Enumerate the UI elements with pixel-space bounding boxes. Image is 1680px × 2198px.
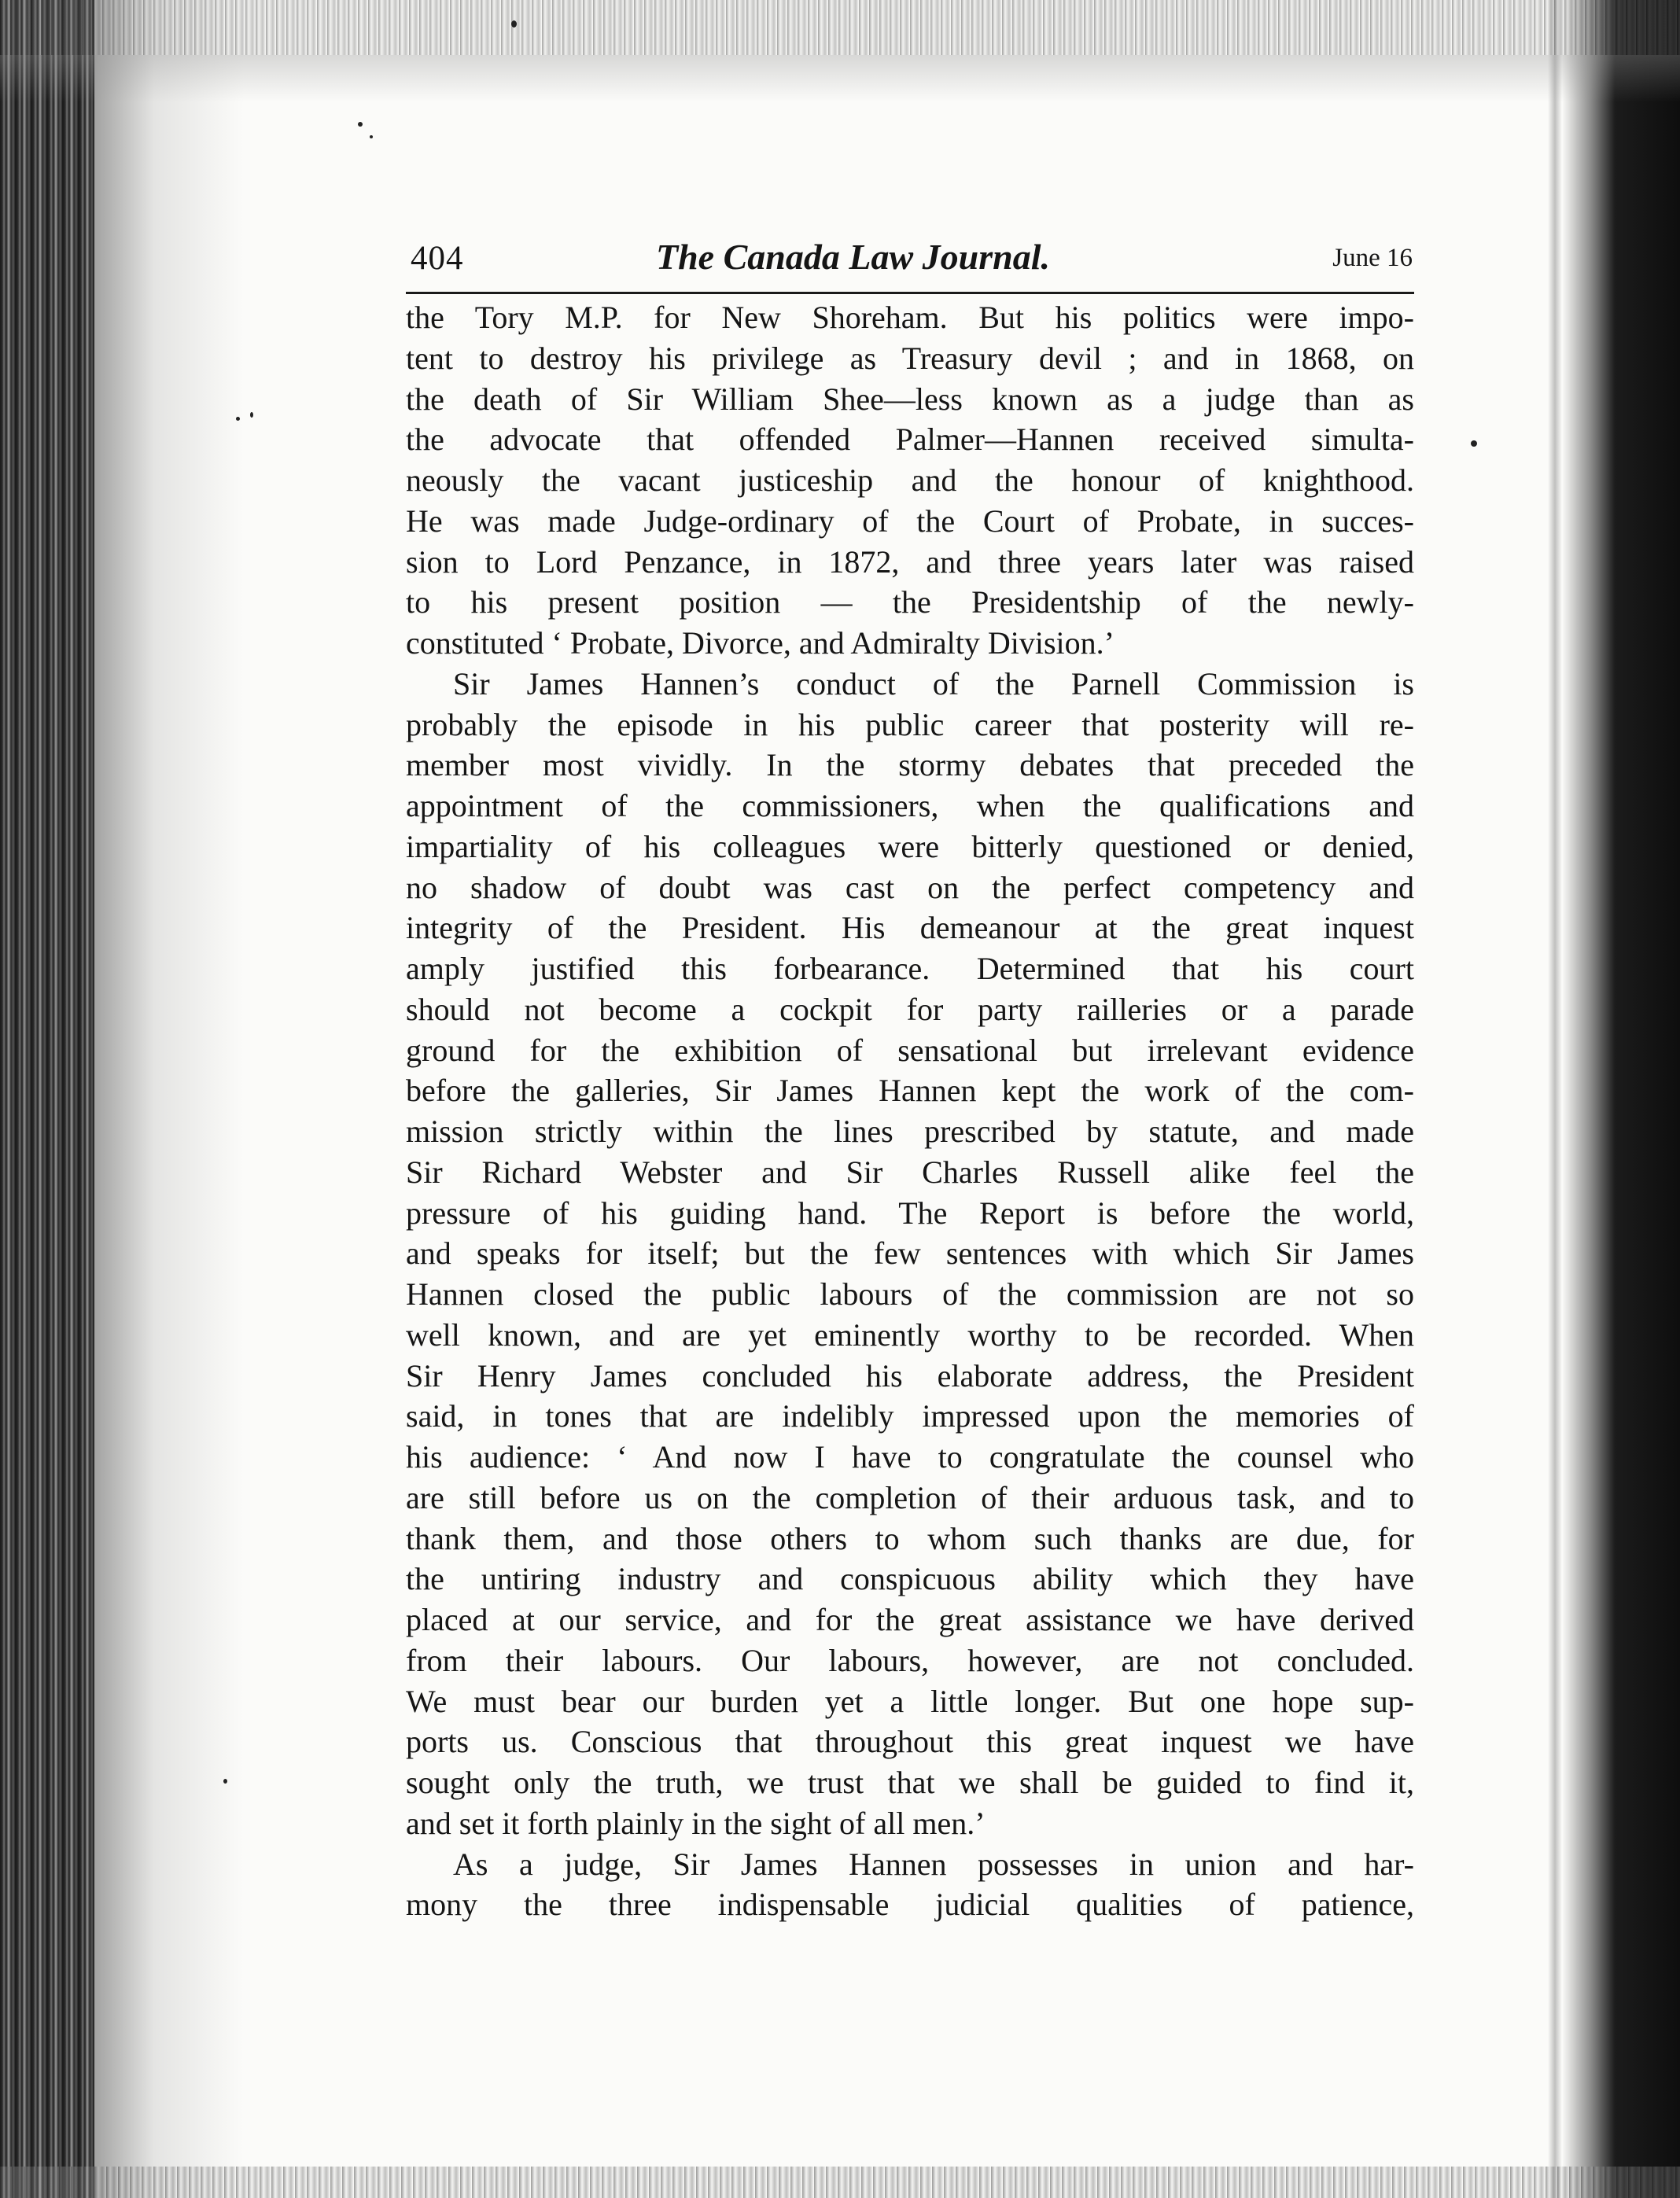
text-line: the untiring industry and conspicuous ability which they have bbox=[406, 1561, 1414, 1597]
text-line: ground for the exhibition of sensational but irrelevant evidence bbox=[406, 1032, 1414, 1068]
text-line: and set it forth plainly in the sight of all men.’ bbox=[406, 1805, 986, 1841]
text-line: He was made Judge-ordinary of the Court of Probate, in succes- bbox=[406, 503, 1414, 539]
text-line: member most vividly. In the stormy debates that preceded the bbox=[406, 747, 1414, 783]
text-line: well known, and are yet eminently worthy to be recorded. When bbox=[406, 1316, 1414, 1353]
page-number: 404 bbox=[411, 240, 464, 277]
ink-speck bbox=[358, 122, 363, 127]
text-line: before the galleries, Sir James Hannen kept the work of the com- bbox=[406, 1073, 1414, 1109]
ink-speck bbox=[370, 135, 373, 138]
text-line: no shadow of doubt was cast on the perfect competency and bbox=[406, 869, 1414, 905]
text-line: probably the episode in his public career that posterity will re- bbox=[406, 706, 1414, 742]
ink-speck bbox=[1471, 440, 1477, 447]
paragraph-start: Sir James Hannen’s conduct of the Parnell Commission is bbox=[453, 665, 1414, 701]
text-line: Sir Richard Webster and Sir Charles Russell alike feel the bbox=[406, 1154, 1414, 1190]
ink-speck bbox=[223, 1779, 227, 1784]
right-page-crease bbox=[1548, 0, 1562, 2198]
text-line: and speaks for itself; but the few sentences with which Sir James bbox=[406, 1235, 1414, 1272]
text-line: mission strictly within the lines prescribed by statute, and made bbox=[406, 1114, 1414, 1149]
text-line: We must bear our burden yet a little longer. But one hope sup- bbox=[406, 1683, 1414, 1719]
bottom-scan-edge bbox=[0, 2167, 1680, 2198]
paragraph-start: As a judge, Sir James Hannen possesses in union and har- bbox=[453, 1846, 1414, 1882]
text-line: the death of Sir William Shee—less known as a judge than as bbox=[406, 381, 1414, 417]
text-line: ports us. Conscious that throughout this great inquest we have bbox=[406, 1724, 1414, 1760]
text-line: to his present position — the Presidentship of the newly- bbox=[406, 584, 1414, 620]
text-line: his audience: ‘ And now I have to congratulate the counsel who bbox=[406, 1439, 1414, 1475]
text-line: the advocate that offended Palmer—Hannen received simulta- bbox=[406, 422, 1414, 458]
journal-title: The Canada Law Journal. bbox=[656, 237, 1050, 277]
left-binding-shadow bbox=[94, 0, 244, 2198]
running-head bbox=[407, 236, 1413, 291]
text-line: from their labours. Our labours, however, are not concluded. bbox=[406, 1642, 1414, 1678]
text-line: thank them, and those others to whom such thanks are due, for bbox=[406, 1520, 1414, 1556]
issue-date: June 16 bbox=[1332, 244, 1413, 272]
header-rule bbox=[406, 292, 1414, 294]
text-line: constituted ‘ Probate, Divorce, and Admiralty Division.’ bbox=[406, 625, 1114, 661]
text-line: Hannen closed the public labours of the commission are not so bbox=[406, 1276, 1414, 1312]
text-line: placed at our service, and for the great assistance we have derived bbox=[406, 1602, 1414, 1637]
text-line: neously the vacant justiceship and the honour of knighthood. bbox=[406, 462, 1414, 498]
text-line: amply justified this forbearance. Determined that his court bbox=[406, 951, 1414, 986]
text-line: pressure of his guiding hand. The Report is before the world, bbox=[406, 1195, 1414, 1231]
body-text bbox=[406, 297, 1414, 1925]
text-line: the Tory M.P. for New Shoreham. But his politics were impo- bbox=[406, 300, 1414, 335]
text-line: are still before us on the completion of their arduous task, and to bbox=[406, 1479, 1414, 1515]
ink-speck bbox=[511, 20, 517, 28]
ink-speck bbox=[236, 417, 240, 421]
ink-speck bbox=[250, 412, 253, 418]
left-binding-edge bbox=[0, 0, 94, 2198]
text-line: impartiality of his colleagues were bitterly questioned or denied, bbox=[406, 828, 1414, 864]
right-binding-edge bbox=[1562, 0, 1680, 2198]
text-line: integrity of the President. His demeanour at the great inquest bbox=[406, 910, 1414, 946]
text-line: sion to Lord Penzance, in 1872, and three years later was raised bbox=[406, 543, 1414, 580]
top-scan-shadow bbox=[0, 55, 1680, 102]
text-line: should not become a cockpit for party railleries or a parade bbox=[406, 991, 1414, 1027]
text-line: mony the three indispensable judicial qualities of patience, bbox=[406, 1887, 1414, 1923]
text-line: tent to destroy his privilege as Treasury devil ; and in 1868, on bbox=[406, 340, 1414, 376]
text-line: sought only the truth, we trust that we shall be guided to find it, bbox=[406, 1765, 1414, 1800]
top-scan-edge bbox=[0, 0, 1680, 55]
text-line: appointment of the commissioners, when the qualifications and bbox=[406, 788, 1414, 823]
text-line: said, in tones that are indelibly impressed upon the memories of bbox=[406, 1398, 1414, 1434]
text-line: Sir Henry James concluded his elaborate address, the President bbox=[406, 1357, 1414, 1394]
